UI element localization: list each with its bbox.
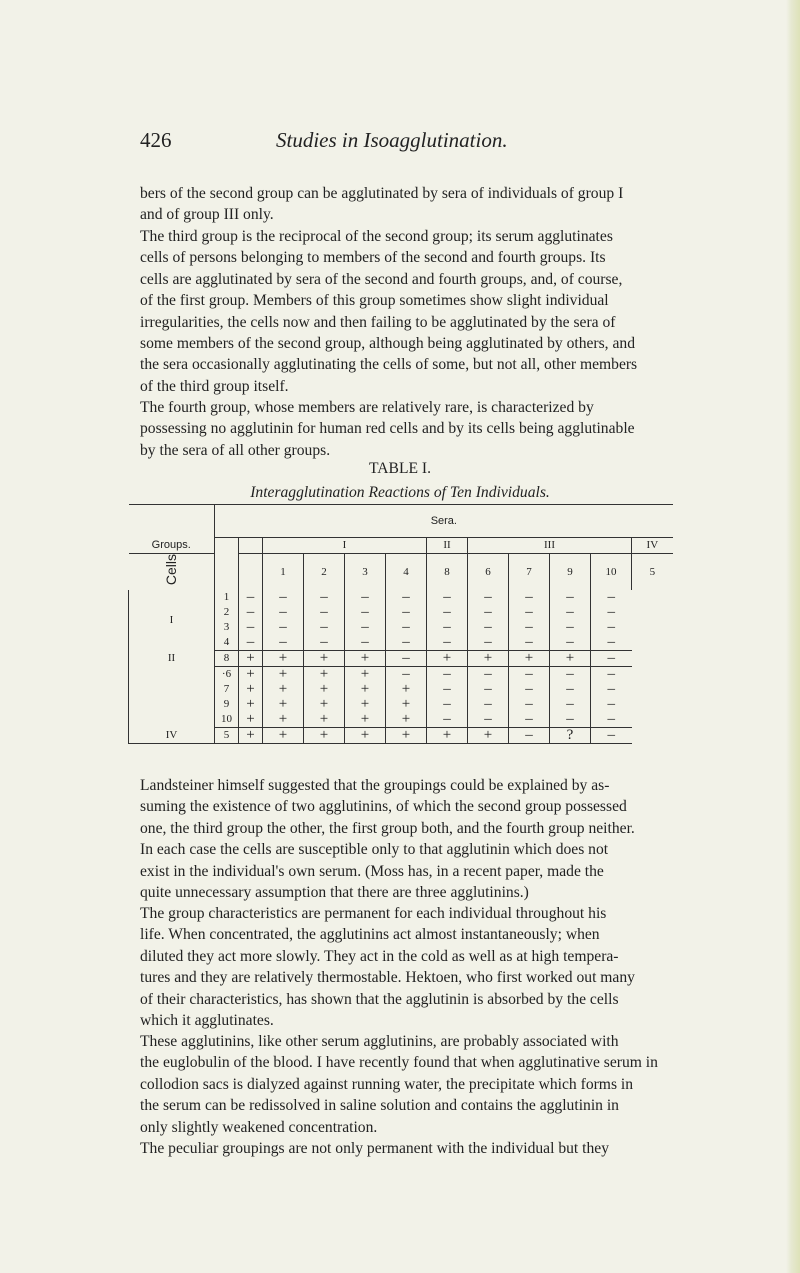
reaction-cell: – — [591, 620, 632, 635]
reaction-cell: – — [345, 590, 386, 605]
reaction-cell: – — [427, 667, 468, 683]
reaction-cell: – — [468, 697, 509, 712]
row-group-label: II — [129, 651, 215, 667]
reaction-cell: + — [263, 728, 304, 744]
reaction-cell: – — [263, 635, 304, 651]
reaction-cell: – — [509, 635, 550, 651]
reaction-cell: + — [239, 728, 263, 744]
reaction-cell: – — [468, 667, 509, 683]
reaction-cell: + — [304, 651, 345, 667]
row-group-label — [129, 667, 215, 728]
page-header — [140, 128, 660, 164]
sera-number: 5 — [632, 554, 673, 591]
table-caption: Interagglutination Reactions of Ten Individuals. — [250, 484, 550, 501]
reaction-cell: – — [427, 605, 468, 620]
reaction-cell: – — [304, 620, 345, 635]
reaction-cell: – — [345, 620, 386, 635]
reaction-cell: + — [239, 682, 263, 697]
reaction-cell: – — [239, 590, 263, 605]
reaction-cell: + — [550, 651, 591, 667]
reaction-cell: – — [550, 667, 591, 683]
reaction-cell: – — [386, 651, 427, 667]
row-number: 7 — [215, 682, 239, 697]
reaction-cell: – — [304, 635, 345, 651]
row-number: ·6 — [215, 667, 239, 683]
reaction-cell: – — [509, 667, 550, 683]
running-title: Studies in Isoagglutination. — [276, 128, 508, 152]
reaction-cell: + — [386, 682, 427, 697]
row-number: 3 — [215, 620, 239, 635]
reaction-cell: – — [427, 697, 468, 712]
cells-label-cell — [129, 554, 215, 591]
sera-number: 2 — [304, 554, 345, 591]
sera-number: 10 — [591, 554, 632, 591]
reaction-cell: – — [345, 605, 386, 620]
reaction-cell: + — [345, 651, 386, 667]
reaction-cell: – — [263, 590, 304, 605]
sera-label: Sera. — [215, 505, 673, 538]
sera-number: 4 — [386, 554, 427, 591]
sera-group-ii: II — [427, 538, 468, 554]
sera-group-iii: III — [468, 538, 632, 554]
reaction-rows — [129, 590, 673, 744]
paragraph-top-1: bers of the second group can be agglutinated by sera of individuals of group I and of group III only. — [140, 185, 624, 224]
reaction-cell: – — [591, 590, 632, 605]
reaction-cell: – — [427, 682, 468, 697]
reaction-cell: + — [304, 728, 345, 744]
reaction-cell: – — [345, 635, 386, 651]
reaction-cell: – — [591, 728, 632, 744]
row-number: 9 — [215, 697, 239, 712]
reaction-cell: – — [591, 712, 632, 728]
reaction-cell: + — [509, 651, 550, 667]
reaction-cell: + — [345, 682, 386, 697]
reaction-cell: + — [239, 651, 263, 667]
reaction-cell: + — [304, 667, 345, 683]
reaction-cell: – — [509, 605, 550, 620]
reaction-cell: + — [345, 728, 386, 744]
cells-label: Cells — [162, 554, 179, 586]
reaction-cell: – — [427, 590, 468, 605]
sera-group-iv: IV — [632, 538, 673, 554]
sera-number: 8 — [427, 554, 468, 591]
reaction-cell: – — [304, 590, 345, 605]
paragraph-bottom-3: These agglutinins, like other serum agglutinins, are probably associated with the euglobulin of the blood. I have recently found that when agglutinative serum in collodion sacs is dialyzed against running water, the precipitate which forms in the serum can be redissolved in saline solution and contains the agglutinin in only slightly weakened concentration. — [140, 1033, 658, 1136]
reaction-cell: + — [304, 682, 345, 697]
reaction-cell: + — [263, 712, 304, 728]
sera-number: 3 — [345, 554, 386, 591]
paragraph-bottom-1: Landsteiner himself suggested that the groupings could be explained by as- suming the existence of two agglutinins, of which the second group possessed one, the third group the other, the first group both, and the fourth group neither. In each case the cells are susceptible only to that agglutinin which does not exist in the individual's own serum. (Moss has, in a recent paper, made the quite unnecessary assumption that there are three agglutinins.) — [140, 777, 635, 902]
reaction-cell: + — [345, 697, 386, 712]
reaction-cell: – — [509, 697, 550, 712]
reaction-cell: + — [239, 667, 263, 683]
row-number: 10 — [215, 712, 239, 728]
reaction-cell: – — [550, 682, 591, 697]
reaction-cell: – — [591, 605, 632, 620]
reaction-cell: + — [304, 697, 345, 712]
reaction-cell: + — [304, 712, 345, 728]
reaction-cell: – — [550, 620, 591, 635]
reaction-cell: – — [591, 635, 632, 651]
reaction-cell: – — [386, 620, 427, 635]
sera-number: 1 — [263, 554, 304, 591]
reaction-cell: – — [509, 728, 550, 744]
reaction-cell: – — [427, 712, 468, 728]
reaction-cell: + — [468, 651, 509, 667]
sera-number: 7 — [509, 554, 550, 591]
row-number: 1 — [215, 590, 239, 605]
reaction-cell: – — [468, 712, 509, 728]
reaction-cell: – — [509, 712, 550, 728]
row-number: 8 — [215, 651, 239, 667]
reaction-cell: + — [263, 682, 304, 697]
reaction-cell: + — [263, 697, 304, 712]
reaction-cell: – — [591, 651, 632, 667]
reaction-cell: – — [239, 635, 263, 651]
reaction-cell: – — [591, 697, 632, 712]
reaction-cell: – — [386, 667, 427, 683]
reaction-cell: – — [427, 620, 468, 635]
paragraph-bottom-4: The peculiar groupings are not only permanent with the individual but they — [140, 1140, 609, 1157]
table-row — [129, 590, 673, 605]
reaction-cell: + — [386, 712, 427, 728]
reaction-cell: – — [591, 667, 632, 683]
reaction-cell: – — [550, 697, 591, 712]
groups-label: Groups. — [129, 538, 215, 554]
paragraph-top-2: The third group is the reciprocal of the second group; its serum agglutinates cells of persons belonging to members of the second and fourth groups. Its cells are agglutinated by sera of the second and fourth groups, and, of course, of the first group. Members of this group sometimes show slight individual irregularities, the cells now and then failing to be agglutinated by the sera of some members of the second group, although being agglutinated by others, and the sera occasionally agglutinating the cells of some, but not all, other members of the third group itself. — [140, 228, 638, 395]
sera-number: 9 — [550, 554, 591, 591]
reaction-cell: + — [345, 667, 386, 683]
reaction-cell: – — [304, 605, 345, 620]
sera-group-i: I — [263, 538, 427, 554]
page-number: 426 — [140, 128, 172, 152]
row-group-label: IV — [129, 728, 215, 744]
reaction-cell: – — [591, 682, 632, 697]
reaction-cell: – — [550, 712, 591, 728]
reaction-cell: – — [427, 635, 468, 651]
reaction-cell: – — [550, 635, 591, 651]
reaction-cell: – — [263, 605, 304, 620]
reaction-cell: – — [239, 605, 263, 620]
table-row — [129, 667, 673, 683]
reaction-cell: + — [468, 728, 509, 744]
paragraph-top-3: The fourth group, whose members are relatively rare, is characterized by possessing no agglutinin for human red cells and by its cells being agglutinable by the sera of all other groups. — [140, 399, 635, 459]
reaction-cell: – — [468, 590, 509, 605]
reaction-cell: – — [468, 605, 509, 620]
reaction-cell: + — [427, 728, 468, 744]
row-group-label: I — [129, 590, 215, 651]
reaction-cell: – — [386, 635, 427, 651]
reaction-cell: – — [386, 605, 427, 620]
reaction-cell: – — [509, 590, 550, 605]
reaction-cell: + — [345, 712, 386, 728]
table-row — [129, 651, 673, 667]
reaction-cell: – — [509, 682, 550, 697]
reaction-cell: + — [263, 651, 304, 667]
reaction-cell: – — [468, 620, 509, 635]
reaction-cell: – — [468, 635, 509, 651]
reaction-cell: + — [386, 697, 427, 712]
row-number: 5 — [215, 728, 239, 744]
reaction-cell: – — [263, 620, 304, 635]
reaction-cell: + — [239, 712, 263, 728]
reaction-cell: – — [239, 620, 263, 635]
reaction-cell: + — [263, 667, 304, 683]
interagglutination-table — [128, 504, 673, 744]
reaction-cell: ? — [550, 728, 591, 744]
table-row — [129, 728, 673, 744]
page-edge — [786, 0, 800, 1273]
reaction-cell: – — [468, 682, 509, 697]
reaction-cell: – — [386, 590, 427, 605]
reaction-cell: – — [509, 620, 550, 635]
paragraph-bottom-2: The group characteristics are permanent for each individual throughout his life. When concentrated, the agglutinins act almost instantaneously; when diluted they act more slowly. They act in the cold as well as at high tempera- tures and they are relatively thermostable. Hektoen, who first worked out many of their characteristics, has shown that the agglutinin is absorbed by the cells which it agglutinates. — [140, 905, 635, 1030]
reaction-cell: – — [550, 605, 591, 620]
reaction-cell: + — [239, 697, 263, 712]
table-label: TABLE I. — [369, 460, 431, 477]
reaction-cell: – — [550, 590, 591, 605]
row-number: 4 — [215, 635, 239, 651]
row-number: 2 — [215, 605, 239, 620]
sera-number: 6 — [468, 554, 509, 591]
reaction-cell: + — [427, 651, 468, 667]
reaction-cell: + — [386, 728, 427, 744]
